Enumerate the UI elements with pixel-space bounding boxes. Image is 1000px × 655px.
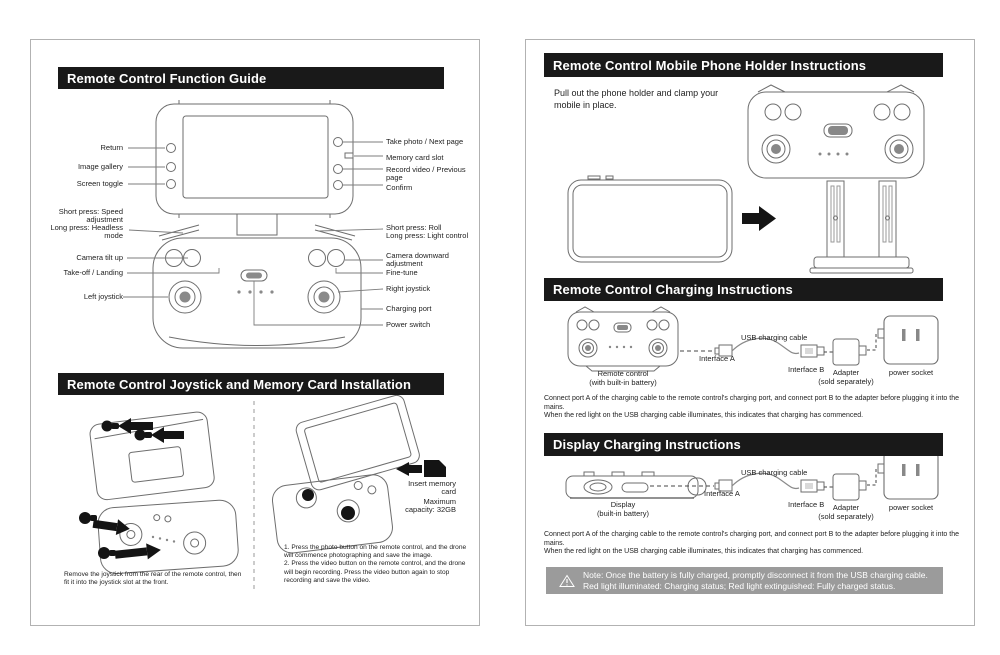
adapter-sublabel-2: (sold separately) [818, 512, 874, 521]
callout-record-video: Record video / Previous page [386, 165, 466, 182]
section-title-display-charging: Display Charging Instructions [544, 433, 943, 456]
callout-screen-toggle: Screen toggle [76, 179, 123, 188]
callout-image-gallery: Image gallery [77, 162, 123, 171]
power-socket-label: power socket [888, 368, 934, 377]
callout-charging-port: Charging port [386, 304, 432, 313]
paragraph-line: Connect port A of the charging cable to the remote control's charging port, and connect port B to the adapter before plugging it into the mains. [544, 531, 959, 547]
display-label: Display [610, 500, 636, 509]
remote-control-label: Remote control [597, 369, 649, 378]
phone-holder-drawing [568, 85, 924, 273]
charging-note [546, 567, 943, 594]
remote-body-fills [180, 273, 330, 303]
arrow-right-icon [742, 206, 776, 231]
remote-body-drawing [153, 225, 361, 348]
callout-camera-downward: Camera downward adjustment [386, 251, 449, 268]
memory-card-note: Insert memory card [408, 479, 456, 496]
interface-b-label-2: Interface B [788, 500, 825, 509]
note-line-2: Red light illuminated: Charging status; Red light extinguished: Fully charged status. [583, 580, 896, 591]
callout-camera-tilt-up: Camera tilt up [76, 253, 123, 262]
step-1: 1. Press the photo button on the remote control, and the drone will commence photographing and save the image. [284, 544, 467, 560]
leader-lines [123, 142, 383, 325]
callout-speed-headless [33, 208, 123, 240]
paragraph-line: When the red light on the USB charging cable illuminates, this indicates that charging has commenced. [544, 548, 864, 556]
callout-takeoff-landing: Take-off / Landing [63, 268, 123, 277]
callout-line: Long press: Light control [386, 231, 469, 240]
front-view-sketch [79, 499, 239, 574]
callout-take-photo: Take photo / Next page [386, 137, 464, 146]
step-2: 2. Press the video button on the remote control, and the drone will begin recording. Press the video button again to stop recording and save the video. [284, 560, 466, 584]
interface-b-label: Interface B [788, 365, 825, 374]
callout-line: Short press: Roll [386, 223, 442, 232]
callout-power-switch: Power switch [386, 320, 431, 329]
page-left [30, 39, 480, 626]
power-socket-label-2: power socket [888, 503, 934, 512]
warning-icon [559, 574, 575, 588]
callout-line: Short press: Speed adjustment [58, 207, 123, 224]
rear-view-sketch [89, 411, 215, 501]
callout-roll-light [386, 224, 478, 240]
usb-cable-label: USB charging cable [741, 333, 808, 342]
paragraph-line: When the red light on the USB charging cable illuminates, this indicates that charging has commenced. [544, 412, 864, 420]
display-sublabel: (built-in battery) [596, 509, 650, 518]
callout-memory-card-slot: Memory card slot [386, 153, 444, 162]
interface-a-label-2: Interface A [704, 489, 740, 498]
callout-fine-tune: Fine-tune [386, 268, 418, 277]
left-page-line-art [31, 40, 481, 627]
adapter-label: Adapter [832, 368, 860, 377]
photo-video-steps [284, 544, 476, 585]
remote-display-drawing [156, 100, 353, 235]
usb-cable-label-2: USB charging cable [741, 468, 808, 477]
interface-a-label: Interface A [699, 354, 735, 363]
note-line-1: Note: Once the battery is fully charged, promptly disconnect it from the USB charging cable. [583, 570, 928, 580]
section-title-function-guide: Remote Control Function Guide [58, 67, 444, 89]
section-title-rc-charging: Remote Control Charging Instructions [544, 278, 943, 301]
paragraph-line: Connect port A of the charging cable to the remote control's charging port, and connect port B to the adapter before plugging it into the mains. [544, 395, 959, 411]
memory-card-sketch [271, 394, 446, 555]
callout-line: Long press: Headless mode [50, 223, 123, 240]
section-title-installation: Remote Control Joystick and Memory Card Installation [58, 373, 444, 395]
callout-right-joystick: Right joystick [386, 284, 431, 293]
section-title-phone-holder: Remote Control Mobile Phone Holder Instructions [544, 53, 943, 77]
callout-return: Return [100, 143, 123, 152]
display-charging-paragraph [544, 531, 972, 557]
note-text [583, 570, 928, 591]
callout-left-joystick: Left joystick [83, 292, 123, 301]
joystick-caption: Remove the joystick from the rear of the remote control, then fit it into the joystick slot at the front. [64, 571, 242, 587]
memory-capacity-note: Maximum capacity: 32GB [405, 497, 456, 514]
remote-control-sublabel: (with built-in battery) [589, 378, 657, 387]
page-right [525, 39, 975, 626]
adapter-sublabel: (sold separately) [818, 377, 874, 386]
callout-confirm: Confirm [386, 183, 413, 192]
adapter-label-2: Adapter [832, 503, 860, 512]
rc-charging-paragraph [544, 395, 972, 421]
phone-holder-instruction: Pull out the phone holder and clamp your mobile in place. [554, 88, 719, 110]
